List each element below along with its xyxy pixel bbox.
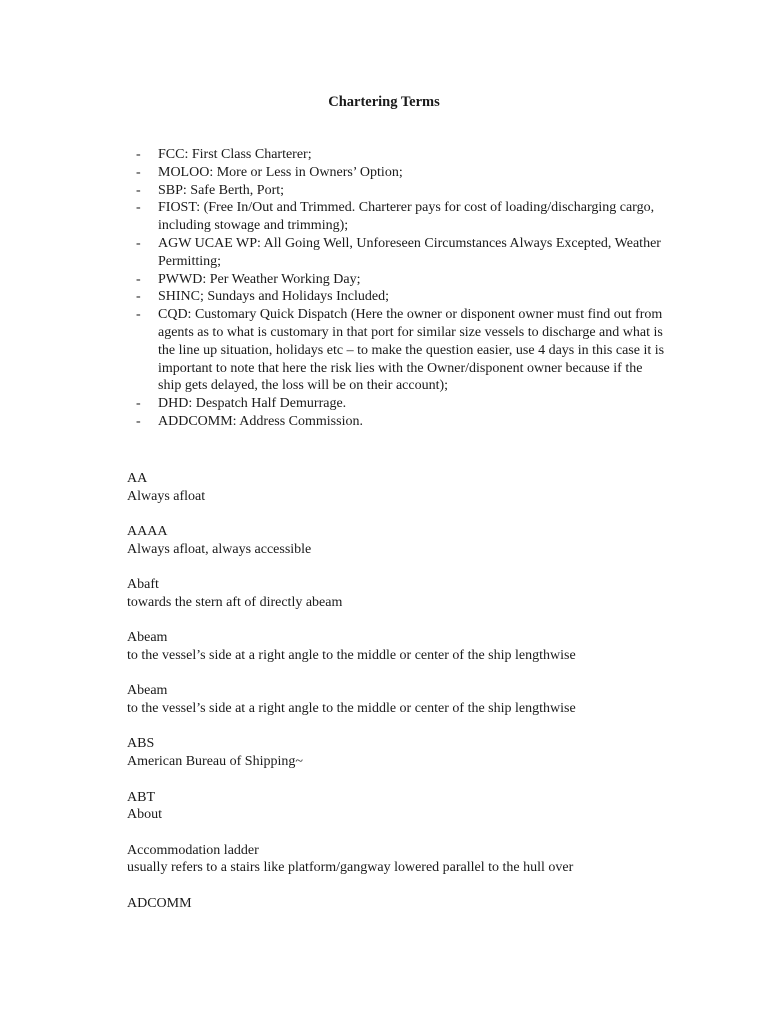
bullet-dash: - [136,147,141,162]
list-item: - FCC: First Class Charterer; [136,147,312,162]
glossary [127,470,727,930]
bullet-dash: - [136,307,141,323]
bullet-dash: - [136,200,141,216]
glossary-term: Abeam [127,630,168,646]
glossary-term: ABS [127,736,155,752]
list-item: - PWWD: Per Weather Working Day; [136,271,361,287]
glossary-definition: to the vessel’s side at a right angle to the middle or center of the ship lengthwise [127,648,576,664]
page-title: Chartering Terms [328,94,440,110]
list-item: - AGW UCAE WP: All Going Well, Unforeseen Circumstances Always Excepted, Weather Permitting; [136,235,661,269]
glossary-entry [127,735,727,771]
list-item: - SHINC; Sundays and Holidays Included; [136,289,389,305]
bullet-dash: - [136,289,141,305]
glossary-entry [127,470,727,506]
glossary-definition: usually refers to a stairs like platform/gangway lowered parallel to the hull over [127,860,574,876]
list-item: - FIOST: (Free In/Out and Trimmed. Charterer pays for cost of loading/discharging cargo, including stowage and trimming); [136,200,655,234]
bullet-dash: - [136,413,141,429]
glossary-entry [127,842,727,878]
glossary-definition: About [127,807,162,823]
bullet-dash: - [136,182,141,198]
glossary-definition: Always afloat [127,488,206,504]
glossary-term: Abeam [127,683,168,699]
glossary-term: Abaft [127,577,159,593]
list-item: - SBP: Safe Berth, Port; [136,182,285,198]
list-item: - MOLOO: More or Less in Owners’ Option; [136,164,403,180]
list-item: - CQD: Customary Quick Dispatch (Here the owner or disponent owner must find out from agents as to what is customary in that port for similar size vessels to discharge and what is the line up situation, holidays etc – to make the question easier, use 4 days in this case it is important to note that here the risk lies with the Owner/disponent owner because if the ship gets delayed, the loss will be on their account); [136,307,665,394]
list-item: - DHD: Despatch Half Demurrage. [136,396,347,412]
glossary-definition: towards the stern aft of directly abeam [127,594,343,610]
bullet-dash: - [136,235,141,251]
glossary-entry [127,629,727,665]
terms-list [128,146,668,431]
glossary-entry [127,789,727,825]
glossary-term: ADCOMM [127,895,192,911]
glossary-definition: to the vessel’s side at a right angle to the middle or center of the ship lengthwise [127,701,576,717]
bullet-dash: - [136,164,141,180]
glossary-entry [127,576,727,612]
bullet-dash: - [136,271,141,287]
glossary-definition: Always afloat, always accessible [127,541,312,557]
list-item: - ADDCOMM: Address Commission. [136,413,363,429]
glossary-term: AA [127,471,148,486]
bullet-dash: - [136,396,141,412]
glossary-term: Accommodation ladder [127,842,259,858]
glossary-entry [127,895,727,913]
glossary-entry [127,523,727,559]
glossary-term: AAAA [127,524,168,540]
glossary-definition: American Bureau of Shipping~ [127,754,303,770]
glossary-term: ABT [127,789,155,805]
glossary-entry [127,682,727,718]
